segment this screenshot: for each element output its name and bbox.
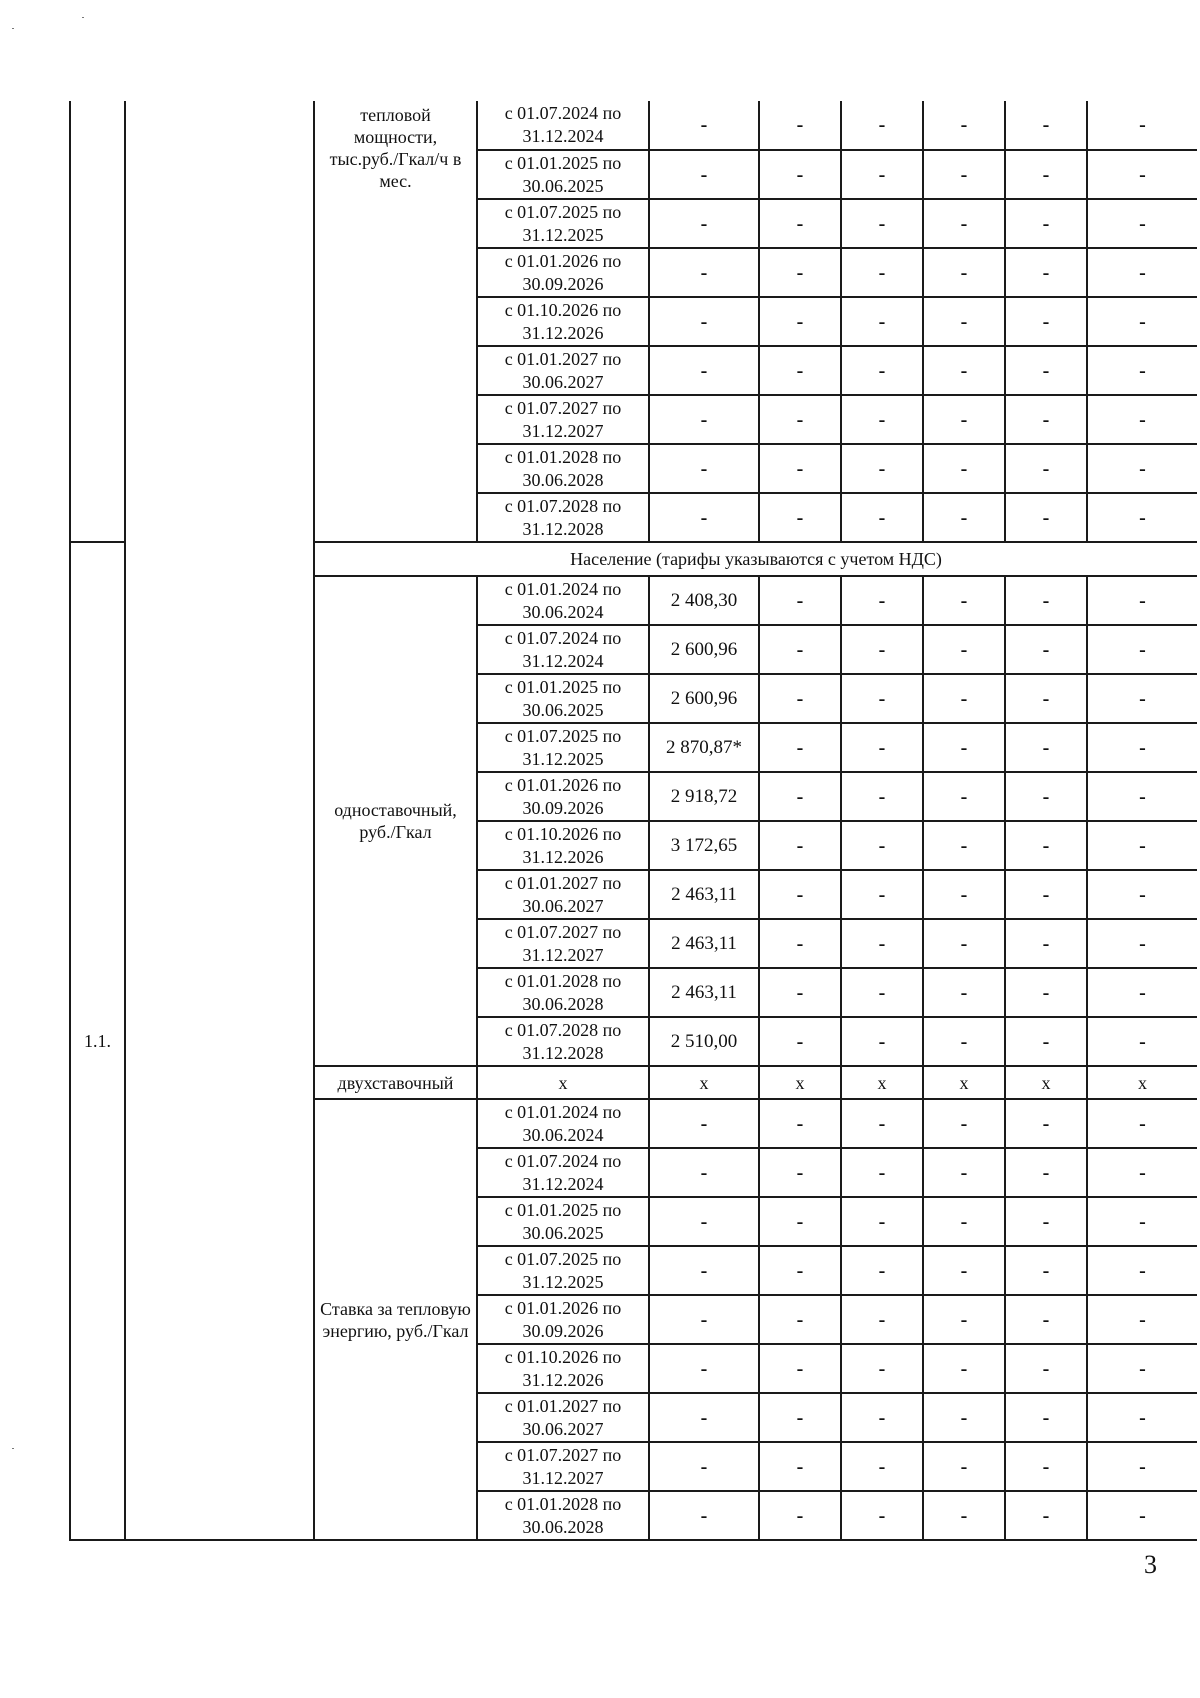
value-cell: - bbox=[759, 1491, 841, 1540]
value-cell: - bbox=[1005, 1344, 1087, 1393]
value-cell: - bbox=[759, 199, 841, 248]
value-cell: - bbox=[759, 625, 841, 674]
value-cell: - bbox=[923, 576, 1005, 625]
tariff-value: 2 463,11 bbox=[649, 968, 759, 1017]
period-cell: с 01.10.2026 по 31.12.2026 bbox=[477, 821, 649, 870]
value-cell: - bbox=[923, 395, 1005, 444]
capacity-label: тепловой мощности, тыс.руб./Гкал/ч в мес. bbox=[314, 101, 477, 542]
value-cell: - bbox=[1005, 248, 1087, 297]
value-cell: - bbox=[1005, 1295, 1087, 1344]
section-title: Население (тарифы указываются с учетом НДС) bbox=[314, 542, 1197, 576]
value-cell: - bbox=[841, 1393, 923, 1442]
x-cell: x bbox=[1005, 1066, 1087, 1099]
value-cell: - bbox=[1087, 1442, 1197, 1491]
value-cell: - bbox=[923, 1099, 1005, 1148]
value-cell: - bbox=[841, 919, 923, 968]
period-cell: с 01.01.2025 по 30.06.2025 bbox=[477, 1197, 649, 1246]
value-cell: - bbox=[1005, 1246, 1087, 1295]
value-cell: - bbox=[759, 1393, 841, 1442]
value-cell: - bbox=[923, 1442, 1005, 1491]
value-cell: - bbox=[841, 1491, 923, 1540]
value-cell: - bbox=[649, 1197, 759, 1246]
value-cell: - bbox=[649, 1148, 759, 1197]
x-cell: x bbox=[841, 1066, 923, 1099]
value-cell: - bbox=[1005, 576, 1087, 625]
value-cell: - bbox=[841, 1197, 923, 1246]
value-cell: - bbox=[923, 968, 1005, 1017]
value-cell: - bbox=[1005, 723, 1087, 772]
x-cell: x bbox=[923, 1066, 1005, 1099]
scan-speck bbox=[12, 28, 14, 29]
value-cell: - bbox=[923, 150, 1005, 199]
value-cell: - bbox=[649, 1491, 759, 1540]
value-cell: - bbox=[1087, 625, 1197, 674]
tariff-value: 2 408,30 bbox=[649, 576, 759, 625]
value-cell: - bbox=[1005, 1491, 1087, 1540]
value-cell: - bbox=[759, 723, 841, 772]
value-cell: - bbox=[923, 1197, 1005, 1246]
period-cell: с 01.07.2028 по 31.12.2028 bbox=[477, 493, 649, 542]
value-cell: - bbox=[1087, 1197, 1197, 1246]
value-cell: - bbox=[923, 821, 1005, 870]
value-cell: - bbox=[759, 248, 841, 297]
value-cell: - bbox=[649, 1246, 759, 1295]
tariff-value: 2 510,00 bbox=[649, 1017, 759, 1066]
value-cell: - bbox=[1005, 493, 1087, 542]
value-cell: - bbox=[649, 395, 759, 444]
value-cell: - bbox=[759, 1344, 841, 1393]
value-cell: - bbox=[841, 821, 923, 870]
value-cell: - bbox=[1087, 444, 1197, 493]
value-cell: - bbox=[1087, 674, 1197, 723]
value-cell: - bbox=[759, 493, 841, 542]
value-cell: - bbox=[759, 150, 841, 199]
value-cell: - bbox=[923, 493, 1005, 542]
value-cell: - bbox=[1005, 101, 1087, 150]
value-cell: - bbox=[759, 1099, 841, 1148]
value-cell: - bbox=[649, 1393, 759, 1442]
value-cell: - bbox=[1005, 625, 1087, 674]
period-cell: с 01.01.2026 по 30.09.2026 bbox=[477, 248, 649, 297]
x-cell: x bbox=[649, 1066, 759, 1099]
value-cell: - bbox=[649, 199, 759, 248]
value-cell: - bbox=[1087, 199, 1197, 248]
value-cell: - bbox=[1087, 1148, 1197, 1197]
value-cell: - bbox=[1087, 870, 1197, 919]
value-cell: - bbox=[841, 297, 923, 346]
value-cell: - bbox=[1087, 1393, 1197, 1442]
period-cell: с 01.01.2026 по 30.09.2026 bbox=[477, 1295, 649, 1344]
value-cell: - bbox=[759, 772, 841, 821]
period-cell: с 01.01.2028 по 30.06.2028 bbox=[477, 444, 649, 493]
value-cell: - bbox=[649, 493, 759, 542]
value-cell: - bbox=[841, 346, 923, 395]
value-cell: - bbox=[1005, 444, 1087, 493]
value-cell: - bbox=[841, 1017, 923, 1066]
value-cell: - bbox=[759, 1246, 841, 1295]
tariff-value: 2 918,72 bbox=[649, 772, 759, 821]
value-cell: - bbox=[649, 346, 759, 395]
value-cell: - bbox=[841, 248, 923, 297]
value-cell: - bbox=[841, 493, 923, 542]
value-cell: - bbox=[759, 968, 841, 1017]
value-cell: - bbox=[649, 1442, 759, 1491]
value-cell: - bbox=[1087, 346, 1197, 395]
value-cell: - bbox=[759, 297, 841, 346]
organization-cell bbox=[125, 101, 314, 1540]
single-rate-label: одноставочный, руб./Гкал bbox=[314, 576, 477, 1066]
value-cell: - bbox=[923, 1491, 1005, 1540]
value-cell: - bbox=[649, 101, 759, 150]
value-cell: - bbox=[649, 150, 759, 199]
value-cell: - bbox=[759, 870, 841, 919]
value-cell: - bbox=[759, 1442, 841, 1491]
value-cell: - bbox=[923, 1393, 1005, 1442]
value-cell: - bbox=[759, 1017, 841, 1066]
value-cell: - bbox=[1005, 395, 1087, 444]
value-cell: - bbox=[649, 1295, 759, 1344]
period-cell: с 01.07.2025 по 31.12.2025 bbox=[477, 199, 649, 248]
value-cell: - bbox=[649, 1344, 759, 1393]
period-cell: с 01.07.2025 по 31.12.2025 bbox=[477, 1246, 649, 1295]
value-cell: - bbox=[923, 625, 1005, 674]
value-cell: - bbox=[841, 444, 923, 493]
row-number: 1.1. bbox=[70, 542, 125, 1540]
two-rate-label: двухставочный bbox=[314, 1066, 477, 1099]
value-cell: - bbox=[1087, 968, 1197, 1017]
value-cell: - bbox=[1087, 1491, 1197, 1540]
value-cell: - bbox=[1087, 821, 1197, 870]
period-cell: с 01.07.2024 по 31.12.2024 bbox=[477, 625, 649, 674]
period-cell: с 01.07.2025 по 31.12.2025 bbox=[477, 723, 649, 772]
value-cell: - bbox=[923, 919, 1005, 968]
value-cell: - bbox=[1087, 1246, 1197, 1295]
value-cell: - bbox=[923, 1344, 1005, 1393]
period-cell: с 01.07.2027 по 31.12.2027 bbox=[477, 395, 649, 444]
period-cell: с 01.01.2027 по 30.06.2027 bbox=[477, 346, 649, 395]
value-cell: - bbox=[1087, 723, 1197, 772]
value-cell: - bbox=[841, 199, 923, 248]
value-cell: - bbox=[841, 395, 923, 444]
value-cell: - bbox=[841, 1099, 923, 1148]
value-cell: - bbox=[759, 1197, 841, 1246]
value-cell: - bbox=[1087, 395, 1197, 444]
period-cell: с 01.07.2028 по 31.12.2028 bbox=[477, 1017, 649, 1066]
value-cell: - bbox=[1005, 1442, 1087, 1491]
period-cell: с 01.10.2026 по 31.12.2026 bbox=[477, 1344, 649, 1393]
value-cell: - bbox=[1005, 150, 1087, 199]
value-cell: - bbox=[1087, 1017, 1197, 1066]
x-cell: x bbox=[1087, 1066, 1197, 1099]
tariff-value: 2 870,87* bbox=[649, 723, 759, 772]
value-cell: - bbox=[1087, 1099, 1197, 1148]
value-cell: - bbox=[923, 870, 1005, 919]
value-cell: - bbox=[1005, 1148, 1087, 1197]
period-cell: с 01.01.2024 по 30.06.2024 bbox=[477, 576, 649, 625]
value-cell: - bbox=[1005, 199, 1087, 248]
tariff-value: 3 172,65 bbox=[649, 821, 759, 870]
value-cell: - bbox=[923, 772, 1005, 821]
value-cell: - bbox=[1005, 674, 1087, 723]
value-cell: - bbox=[841, 723, 923, 772]
value-cell: - bbox=[759, 821, 841, 870]
value-cell: - bbox=[1005, 919, 1087, 968]
value-cell: - bbox=[649, 1099, 759, 1148]
value-cell: - bbox=[1005, 870, 1087, 919]
value-cell: - bbox=[1087, 576, 1197, 625]
value-cell: - bbox=[841, 150, 923, 199]
period-cell: с 01.01.2028 по 30.06.2028 bbox=[477, 968, 649, 1017]
x-cell: x bbox=[759, 1066, 841, 1099]
value-cell: - bbox=[1087, 1295, 1197, 1344]
value-cell: - bbox=[841, 674, 923, 723]
value-cell: - bbox=[1005, 1393, 1087, 1442]
value-cell: - bbox=[923, 1148, 1005, 1197]
value-cell: - bbox=[841, 1148, 923, 1197]
table-row bbox=[70, 101, 1197, 150]
value-cell: - bbox=[923, 1295, 1005, 1344]
tariff-table bbox=[69, 101, 1197, 1541]
value-cell: - bbox=[1087, 297, 1197, 346]
value-cell: - bbox=[1005, 346, 1087, 395]
value-cell: - bbox=[1087, 1344, 1197, 1393]
tariff-value: 2 463,11 bbox=[649, 870, 759, 919]
period-cell: с 01.07.2024 по 31.12.2024 bbox=[477, 1148, 649, 1197]
tariff-value: 2 463,11 bbox=[649, 919, 759, 968]
period-cell: с 01.01.2026 по 30.09.2026 bbox=[477, 772, 649, 821]
value-cell: - bbox=[1087, 150, 1197, 199]
value-cell: - bbox=[1087, 493, 1197, 542]
value-cell: - bbox=[1087, 772, 1197, 821]
value-cell: - bbox=[1005, 821, 1087, 870]
period-cell: с 01.01.2025 по 30.06.2025 bbox=[477, 150, 649, 199]
tariff-value: 2 600,96 bbox=[649, 674, 759, 723]
page-number: 3 bbox=[1144, 1550, 1157, 1579]
period-cell: с 01.07.2024 по 31.12.2024 bbox=[477, 101, 649, 150]
period-cell: с 01.01.2027 по 30.06.2027 bbox=[477, 870, 649, 919]
period-cell: с 01.01.2024 по 30.06.2024 bbox=[477, 1099, 649, 1148]
value-cell: - bbox=[923, 444, 1005, 493]
value-cell: - bbox=[923, 248, 1005, 297]
value-cell: - bbox=[1005, 1099, 1087, 1148]
period-cell: с 01.07.2027 по 31.12.2027 bbox=[477, 1442, 649, 1491]
period-cell: с 01.01.2028 по 30.06.2028 bbox=[477, 1491, 649, 1540]
energy-rate-label: Ставка за тепловую энергию, руб./Гкал bbox=[314, 1099, 477, 1540]
value-cell: - bbox=[923, 1246, 1005, 1295]
value-cell: - bbox=[841, 1344, 923, 1393]
value-cell: - bbox=[759, 346, 841, 395]
value-cell: - bbox=[841, 1246, 923, 1295]
x-cell: x bbox=[477, 1066, 649, 1099]
value-cell: - bbox=[1087, 101, 1197, 150]
period-cell: с 01.07.2027 по 31.12.2027 bbox=[477, 919, 649, 968]
value-cell: - bbox=[923, 297, 1005, 346]
scan-speck bbox=[12, 1448, 14, 1449]
value-cell: - bbox=[759, 101, 841, 150]
value-cell: - bbox=[759, 395, 841, 444]
value-cell: - bbox=[923, 101, 1005, 150]
value-cell: - bbox=[759, 1295, 841, 1344]
value-cell: - bbox=[1005, 772, 1087, 821]
value-cell: - bbox=[649, 444, 759, 493]
period-cell: с 01.01.2025 по 30.06.2025 bbox=[477, 674, 649, 723]
value-cell: - bbox=[923, 674, 1005, 723]
value-cell: - bbox=[649, 297, 759, 346]
value-cell: - bbox=[1005, 297, 1087, 346]
value-cell: - bbox=[759, 1148, 841, 1197]
value-cell: - bbox=[759, 576, 841, 625]
period-cell: с 01.01.2027 по 30.06.2027 bbox=[477, 1393, 649, 1442]
value-cell: - bbox=[923, 199, 1005, 248]
value-cell: - bbox=[841, 625, 923, 674]
value-cell: - bbox=[1005, 1017, 1087, 1066]
value-cell: - bbox=[841, 1442, 923, 1491]
row-number-cell bbox=[70, 101, 125, 542]
value-cell: - bbox=[841, 870, 923, 919]
value-cell: - bbox=[841, 576, 923, 625]
period-cell: с 01.10.2026 по 31.12.2026 bbox=[477, 297, 649, 346]
value-cell: - bbox=[1087, 248, 1197, 297]
value-cell: - bbox=[649, 248, 759, 297]
value-cell: - bbox=[759, 919, 841, 968]
value-cell: - bbox=[841, 1295, 923, 1344]
value-cell: - bbox=[841, 101, 923, 150]
value-cell: - bbox=[759, 674, 841, 723]
tariff-value: 2 600,96 bbox=[649, 625, 759, 674]
scan-speck bbox=[82, 17, 84, 18]
value-cell: - bbox=[1005, 968, 1087, 1017]
value-cell: - bbox=[923, 346, 1005, 395]
value-cell: - bbox=[841, 968, 923, 1017]
value-cell: - bbox=[1005, 1197, 1087, 1246]
value-cell: - bbox=[1087, 919, 1197, 968]
value-cell: - bbox=[923, 1017, 1005, 1066]
value-cell: - bbox=[923, 723, 1005, 772]
value-cell: - bbox=[759, 444, 841, 493]
value-cell: - bbox=[841, 772, 923, 821]
